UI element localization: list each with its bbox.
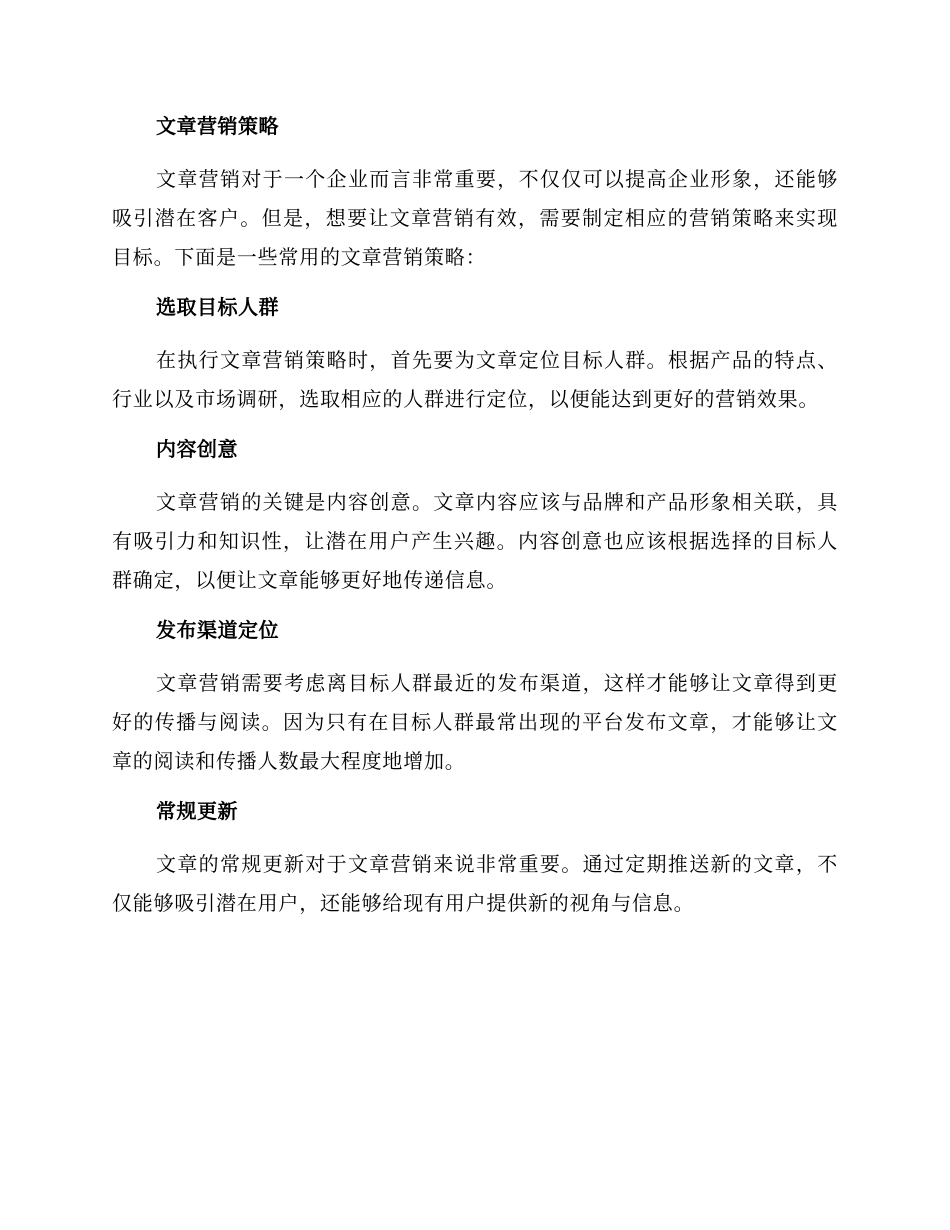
section-heading-target-audience: 选取目标人群 xyxy=(156,295,279,319)
section-heading-regular-updates: 常规更新 xyxy=(156,799,238,823)
section-body-strategy: 文章营销对于一个企业而言非常重要，不仅仅可以提高企业形象，还能够吸引潜在客户。但是，想要让文章营销有效，需要制定相应的营销策略来实现目标。下面是一些常用的文章营销策略： xyxy=(112,167,838,269)
section-body-channel-positioning: 文章营销需要考虑离目标人群最近的发布渠道，这样才能够让文章得到更好的传播与阅读。因为只有在目标人群最常出现的平台发布文章，才能够让文章的阅读和传播人数最大程度地增加。 xyxy=(112,671,838,773)
section-heading-strategy: 文章营销策略 xyxy=(156,114,279,138)
section-body-regular-updates: 文章的常规更新对于文章营销来说非常重要。通过定期推送新的文章，不仅能够吸引潜在用户，还能够给现有用户提供新的视角与信息。 xyxy=(112,852,838,915)
section-heading-content-creativity: 内容创意 xyxy=(156,437,238,461)
section-body-target-audience: 在执行文章营销策略时，首先要为文章定位目标人群。根据产品的特点、行业以及市场调研，选取相应的人群进行定位，以便能达到更好的营销效果。 xyxy=(112,348,838,411)
section-heading-channel-positioning: 发布渠道定位 xyxy=(156,618,279,642)
section-body-content-creativity: 文章营销的关键是内容创意。文章内容应该与品牌和产品形象相关联，具有吸引力和知识性，让潜在用户产生兴趣。内容创意也应该根据选择的目标人群确定，以便让文章能够更好地传递信息。 xyxy=(112,490,838,592)
